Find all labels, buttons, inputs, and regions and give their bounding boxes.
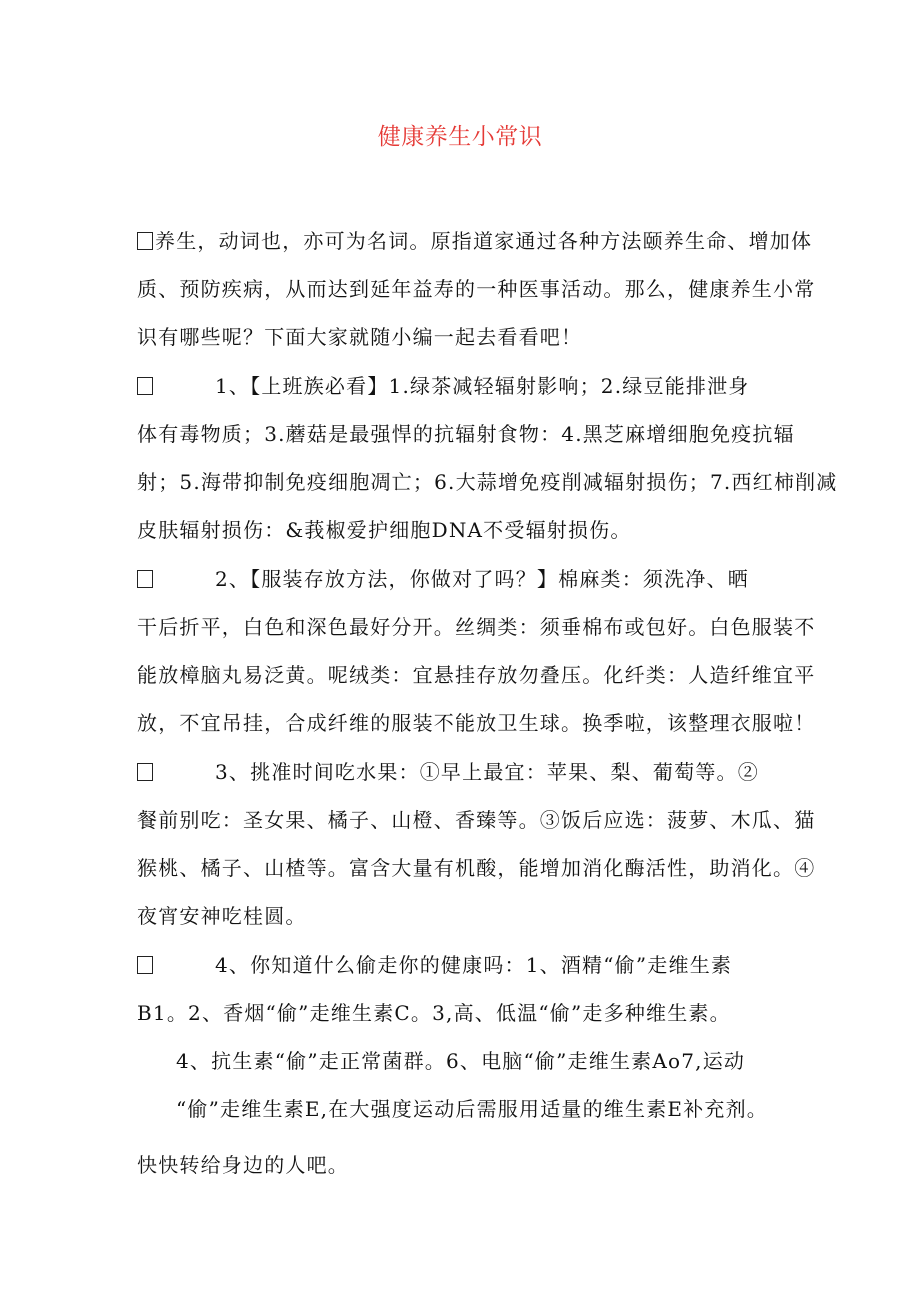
text-line: 干后折平，白色和深色最好分开。丝绸类：须垂棉布或包好。白色服装不 xyxy=(137,615,816,639)
section-line: 4、你知道什么偷走你的健康吗：1、酒精“偷”走维生素 xyxy=(137,950,732,980)
section-line: 1、【上班族必看】1.绿茶减轻辐射影响；2.绿豆能排泄身 xyxy=(137,371,750,401)
section-line: 3、挑准时间吃水果：①早上最宜：苹果、梨、葡萄等。② xyxy=(137,757,759,787)
checkbox-glyph-icon xyxy=(137,956,153,974)
text-line: 体有毒物质；3.蘑菇是最强悍的抗辐射食物：4.黑芝麻增细胞免疫抗辐 xyxy=(137,422,795,446)
checkbox-glyph-icon xyxy=(137,763,153,781)
text-line: 4、抗生素“偷”走正常菌群。6、电脑“偷”走维生素Ao7,运动 xyxy=(176,1049,746,1073)
checkbox-glyph-icon xyxy=(137,232,153,250)
section-line: 2、【服装存放方法，你做对了吗？】棉麻类：须洗净、晒 xyxy=(137,564,749,594)
text-line: 能放樟脑丸易泛黄。呢绒类：宜悬挂存放勿叠压。化纤类：人造纤维宜平 xyxy=(137,663,816,687)
text-line: 养生，动词也，亦可为名词。原指道家通过各种方法颐养生命、增加体 xyxy=(137,226,812,256)
closing-line: 快快转给身边的人吧。 xyxy=(137,1153,349,1177)
text-line: 夜宵安神吃桂圆。 xyxy=(137,904,307,928)
text-line: “偷”走维生素E,在大强度运动后需服用适量的维生素E补充剂。 xyxy=(176,1097,769,1121)
text-line: 射；5.海带抑制免疫细胞凋亡；6.大蒜增免疫削减辐射损伤；7.西红柿削减 xyxy=(137,470,838,494)
text-line: 皮肤辐射损伤：&莪椒爱护细胞DNA不受辐射损伤。 xyxy=(137,518,632,542)
text-line: B1。2、香烟“偷”走维生素C。3,高、低温“偷”走多种维生素。 xyxy=(137,1001,731,1025)
page-title: 健康养生小常识 xyxy=(377,124,543,150)
text-line: 猴桃、橘子、山楂等。富含大量有机酸，能增加消化酶活性，助消化。④ xyxy=(137,856,816,880)
text-line: 放，不宜吊挂，合成纤维的服装不能放卫生球。换季啦，该整理衣服啦！ xyxy=(137,711,816,735)
checkbox-glyph-icon xyxy=(137,570,153,588)
text-line: 餐前别吃：圣女果、橘子、山橙、香臻等。③饭后应选：菠萝、木瓜、猫 xyxy=(137,808,816,832)
text-line: 质、预防疾病，从而达到延年益寿的一种医事活动。那么，健康养生小常 xyxy=(137,277,816,301)
checkbox-glyph-icon xyxy=(137,377,153,395)
text-line: 识有哪些呢？下面大家就随小编一起去看看吧！ xyxy=(137,325,583,349)
